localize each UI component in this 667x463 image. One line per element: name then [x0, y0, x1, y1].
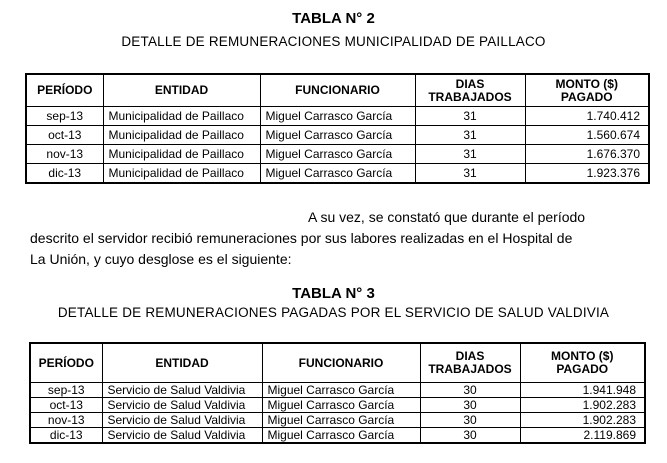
table3-header-dias [420, 343, 520, 383]
table3-header-entidad: ENTIDAD [102, 343, 262, 383]
table3-title: TABLA N° 3 [292, 285, 375, 302]
entidad-cell: Servicio de Salud Valdivia [102, 383, 262, 398]
table2-header-row [26, 74, 649, 107]
table-row [30, 428, 645, 444]
table3-header-dias-line2: TRABAJADOS [428, 362, 512, 376]
monto-cell: 1.740.412 [525, 107, 649, 126]
table2-header-monto-line2: PAGADO [560, 89, 613, 104]
table2-title: TABLA N° 2 [292, 10, 375, 27]
table-row [26, 164, 649, 184]
monto-cell: 1.902.283 [520, 398, 645, 413]
periodo-cell: nov-13 [26, 145, 103, 164]
table2-header-entidad: ENTIDAD [103, 74, 260, 107]
dias-cell: 30 [420, 383, 520, 398]
table2 [25, 73, 650, 184]
dias-cell: 30 [420, 398, 520, 413]
periodo-cell: dic-13 [26, 164, 103, 184]
dias-cell: 31 [415, 126, 525, 145]
periodo-cell: sep-13 [30, 383, 102, 398]
funcionario-cell: Miguel Carrasco García [260, 126, 415, 145]
periodo-cell: dic-13 [30, 428, 102, 444]
table2-header-monto [525, 74, 649, 107]
table-row [30, 398, 645, 413]
table2-header-dias-line1: DIAS [455, 76, 485, 91]
entidad-cell: Municipalidad de Paillaco [103, 164, 260, 184]
funcionario-cell: Miguel Carrasco García [262, 398, 420, 413]
dias-cell: 31 [415, 164, 525, 184]
monto-cell: 1.560.674 [525, 126, 649, 145]
funcionario-cell: Miguel Carrasco García [260, 164, 415, 184]
table3-header-funcionario: FUNCIONARIO [262, 343, 420, 383]
table-row [26, 126, 649, 145]
monto-cell: 2.119.869 [520, 428, 645, 444]
entidad-cell: Servicio de Salud Valdivia [102, 398, 262, 413]
monto-cell: 1.902.283 [520, 413, 645, 428]
monto-cell: 1.923.376 [525, 164, 649, 184]
periodo-cell: oct-13 [30, 398, 102, 413]
funcionario-cell: Miguel Carrasco García [262, 428, 420, 444]
funcionario-cell: Miguel Carrasco García [260, 107, 415, 126]
table2-header-dias [415, 74, 525, 107]
dias-cell: 30 [420, 428, 520, 444]
table3-subtitle: DETALLE DE REMUNERACIONES PAGADAS POR EL SERVICIO DE SALUD VALDIVIA [57, 305, 610, 320]
table3-header-monto-line2: PAGADO [556, 362, 609, 376]
table-row [30, 383, 645, 398]
table2-header-dias-line2: TRABAJADOS [428, 89, 512, 104]
table2-header-funcionario: FUNCIONARIO [260, 74, 415, 107]
entidad-cell: Servicio de Salud Valdivia [102, 428, 262, 444]
table3-header-periodo: PERÍODO [30, 343, 102, 383]
entidad-cell: Municipalidad de Paillaco [103, 145, 260, 164]
table3-header-monto-line1: MONTO ($) [551, 349, 614, 363]
entidad-cell: Municipalidad de Paillaco [103, 126, 260, 145]
table2-subtitle: DETALLE DE REMUNERACIONES MUNICIPALIDAD DE PAILLACO [121, 34, 546, 49]
entidad-cell: Servicio de Salud Valdivia [102, 413, 262, 428]
entidad-cell: Municipalidad de Paillaco [103, 107, 260, 126]
table3 [29, 342, 646, 444]
paragraph-line-2: descrito el servidor recibió remuneraciones por sus labores realizadas en el Hospital de [30, 230, 573, 246]
funcionario-cell: Miguel Carrasco García [260, 145, 415, 164]
table-row [26, 145, 649, 164]
dias-cell: 30 [420, 413, 520, 428]
table3-header-dias-line1: DIAS [455, 349, 485, 363]
dias-cell: 31 [415, 107, 525, 126]
table3-header-monto [520, 343, 645, 383]
funcionario-cell: Miguel Carrasco García [262, 383, 420, 398]
table3-header-row [30, 343, 645, 383]
periodo-cell: oct-13 [26, 126, 103, 145]
periodo-cell: sep-13 [26, 107, 103, 126]
monto-cell: 1.676.370 [525, 145, 649, 164]
table-row [26, 107, 649, 126]
table2-header-monto-line1: MONTO ($) [555, 76, 618, 91]
funcionario-cell: Miguel Carrasco García [262, 413, 420, 428]
periodo-cell: nov-13 [30, 413, 102, 428]
table-row [30, 413, 645, 428]
monto-cell: 1.941.948 [520, 383, 645, 398]
dias-cell: 31 [415, 145, 525, 164]
table2-header-periodo: PERÍODO [26, 74, 103, 107]
paragraph-line-3: La Unión, y cuyo desglose es el siguiente: [30, 251, 292, 267]
paragraph-line-1: A su vez, se constató que durante el período [308, 209, 586, 225]
